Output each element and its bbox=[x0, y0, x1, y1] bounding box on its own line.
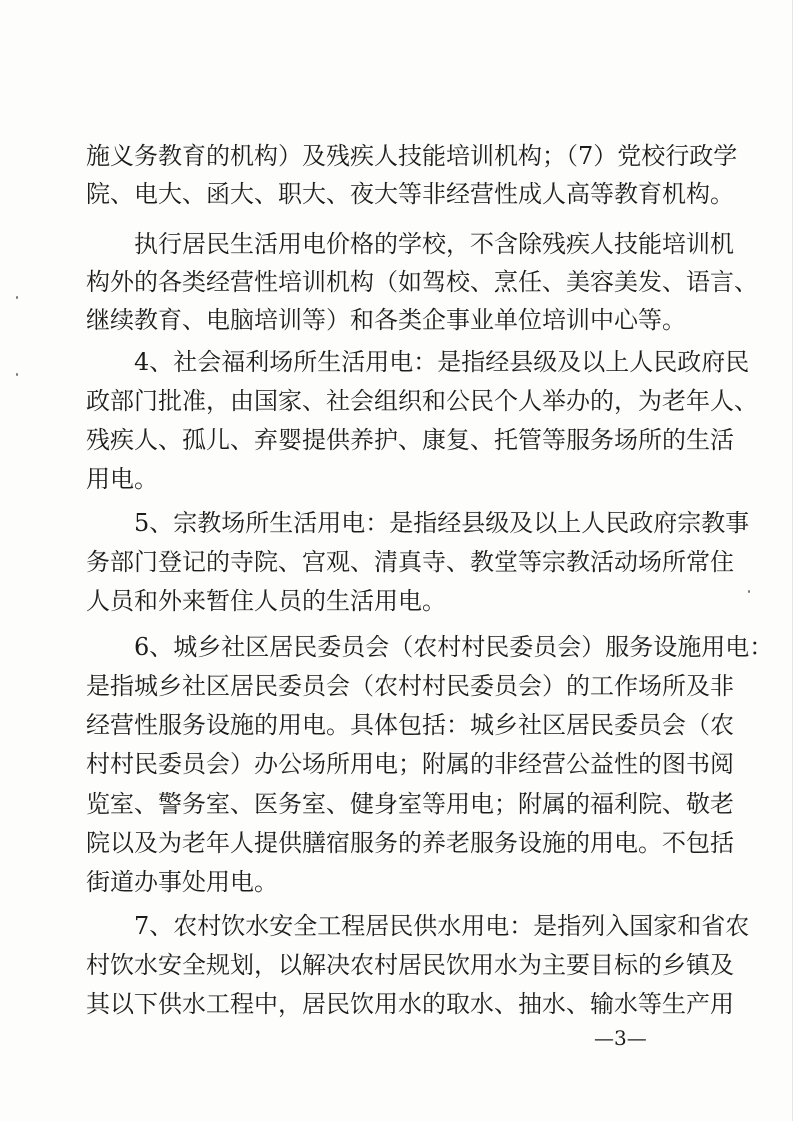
body-line: 执行居民生活用电价格的学校，不含除残疾人技能培训机 bbox=[134, 230, 734, 258]
body-line: 人员和外来暂住人员的生活用电。 bbox=[86, 587, 446, 615]
body-line: 施义务教育的机构）及残疾人技能培训机构；（7）党校行政学 bbox=[86, 142, 738, 170]
body-line: 继续教育、电脑培训等）和各类企事业单位培训中心等。 bbox=[86, 306, 686, 334]
body-line: 是指城乡社区居民委员会（农村村民委员会）的工作场所及非 bbox=[86, 672, 734, 700]
body-line: 经营性服务设施的用电。具体包括：城乡社区居民委员会（农 bbox=[86, 711, 734, 739]
body-line: 院以及为老年人提供膳宿服务的养老服务设施的用电。不包括 bbox=[86, 829, 734, 857]
body-line: 政部门批准，由国家、社会组织和公民个人举办的，为老年人、 bbox=[86, 387, 758, 415]
page-number: —3— bbox=[594, 1026, 647, 1050]
body-line: 院、电大、函大、职大、夜大等非经营性成人高等教育机构。 bbox=[86, 180, 734, 208]
body-line: 残疾人、孤儿、弃婴提供养护、康复、托管等服务场所的生活 bbox=[86, 426, 734, 454]
body-line: 村饮水安全规划，以解决农村居民饮用水为主要目标的乡镇及 bbox=[86, 951, 734, 979]
body-line: 6、城乡社区居民委员会（农村村民委员会）服务设施用电： bbox=[134, 633, 774, 661]
body-line: 其以下供水工程中，居民饮用水的取水、抽水、输水等生产用 bbox=[86, 990, 734, 1018]
body-line: 5、宗教场所生活用电：是指经县级及以上人民政府宗教事 bbox=[134, 509, 750, 537]
body-line: 构外的各类经营性培训机构（如驾校、烹任、美容美发、语言、 bbox=[86, 268, 758, 296]
body-line: 7、农村饮水安全工程居民供水用电：是指列入国家和省农 bbox=[134, 912, 750, 940]
body-line: 览室、警务室、医务室、健身室等用电；附属的福利院、敬老 bbox=[86, 790, 734, 818]
body-line: 4、社会福利场所生活用电：是指经县级及以上人民政府民 bbox=[134, 348, 750, 376]
body-line: 务部门登记的寺院、宫观、清真寺、教堂等宗教活动场所常住 bbox=[86, 548, 734, 576]
body-line: 村村民委员会）办公场所用电；附属的非经营公益性的图书阅 bbox=[86, 750, 734, 778]
body-line: 用电。 bbox=[86, 465, 158, 493]
body-line: 街道办事处用电。 bbox=[86, 868, 278, 896]
